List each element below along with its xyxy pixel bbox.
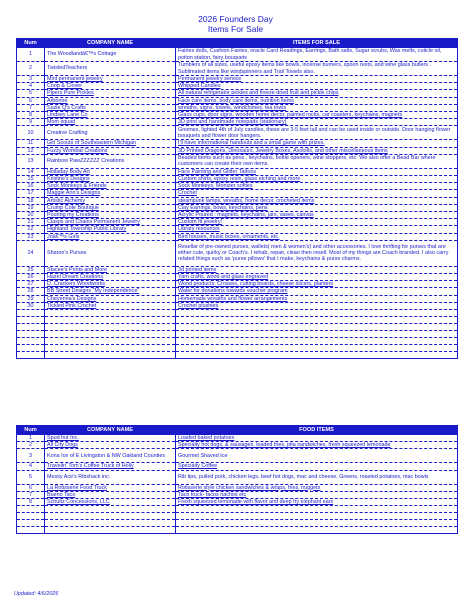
cell-company: Crump Cote Boutique xyxy=(45,204,176,211)
cell-company: Mom squad xyxy=(45,119,176,126)
cell-num: 1 xyxy=(17,435,45,442)
cell-num: 9 xyxy=(17,119,45,126)
cell-num: 18 xyxy=(17,197,45,204)
table-row xyxy=(17,226,458,233)
empty-cell xyxy=(176,352,458,359)
cell-num: 25 xyxy=(17,266,45,273)
cell-company: Holladay Body Art xyxy=(45,168,176,175)
cell-num: 5 xyxy=(17,90,45,97)
empty-row xyxy=(17,331,458,338)
cell-company: Schultz Concessions, LLC xyxy=(45,499,176,506)
header-company: COMPANY NAME xyxy=(45,426,176,435)
cell-items: Beaded items such as pens , keychains, bottle openers, wine stoppers, etc. We also offer a Bead Bar where customers can create their own items. xyxy=(176,154,458,168)
table-row xyxy=(17,233,458,240)
table-row xyxy=(17,190,458,197)
cell-items: Whipped Candles xyxy=(176,83,458,90)
cell-items: 3d printed items xyxy=(176,266,458,273)
cell-items: Specialty hot dogs, & sausages, loaded fries, pita sandwiches, fresh squeezed lemonade xyxy=(176,442,458,449)
cell-company: Pouring my Creations xyxy=(45,212,176,219)
cell-company: D. Crackers Woodworks xyxy=(45,281,176,288)
cell-num: 1 xyxy=(17,48,45,62)
page-title xyxy=(0,14,471,34)
cell-company: Coop & Clover xyxy=(45,83,176,90)
empty-cell xyxy=(17,527,45,534)
cell-num: 12 xyxy=(17,147,45,154)
cell-company: Bueno Taco xyxy=(45,491,176,498)
empty-cell xyxy=(45,331,176,338)
cell-items: Wood products: Crosses, cutting boards, cheese slicers, planters xyxy=(176,281,458,288)
empty-cell xyxy=(17,352,45,359)
cell-items: I'll have informational handouts and a small game with prizes. xyxy=(176,140,458,147)
table-row xyxy=(17,449,458,463)
food-header-row xyxy=(17,426,458,435)
table-row xyxy=(17,62,458,76)
empty-cell xyxy=(17,345,45,352)
cell-items: Taco truck- tacos nachos etc xyxy=(176,491,458,498)
cell-num: 23 xyxy=(17,233,45,240)
table-row xyxy=(17,168,458,175)
table-row xyxy=(17,154,458,168)
empty-cell xyxy=(17,317,45,324)
cell-company: Pipers Pure Pickles xyxy=(45,90,176,97)
table-row xyxy=(17,240,458,266)
table-row xyxy=(17,126,458,140)
cell-company: Arbonne xyxy=(45,97,176,104)
table-row xyxy=(17,219,458,226)
empty-cell xyxy=(17,310,45,317)
empty-cell xyxy=(45,513,176,520)
empty-row xyxy=(17,513,458,520)
cell-company: Artistic Alchemy xyxy=(45,197,176,204)
title-line-1: 2026 Founders Day xyxy=(198,14,273,24)
table-row xyxy=(17,435,458,442)
table-row xyxy=(17,104,458,111)
cell-num: 27 xyxy=(17,281,45,288)
table-row xyxy=(17,112,458,119)
empty-cell xyxy=(176,513,458,520)
empty-row xyxy=(17,506,458,513)
cell-items: Yarn crafts, wood and glass engraved xyxy=(176,274,458,281)
table-row xyxy=(17,76,458,83)
cell-company: Stacee's Prints and More xyxy=(45,266,176,273)
cell-items: Custom shirts, epoxy resin, glass etching and more xyxy=(176,176,458,183)
cell-num: 8 xyxy=(17,112,45,119)
cell-company: Joâ€™s Girls xyxy=(45,233,176,240)
cell-num: 10 xyxy=(17,126,45,140)
cell-items: Face care items, body care items, nutrition items xyxy=(176,97,458,104)
empty-row xyxy=(17,352,458,359)
table-row xyxy=(17,147,458,154)
updated-date: Updated: 4/6/2026 xyxy=(14,591,59,597)
cell-items: Loaded baked potatoes xyxy=(176,435,458,442)
empty-cell xyxy=(45,317,176,324)
table-row xyxy=(17,204,458,211)
table-row xyxy=(17,197,458,204)
table-row xyxy=(17,90,458,97)
cell-company: Cheyenna's Designs xyxy=(45,295,176,302)
empty-cell xyxy=(17,324,45,331)
empty-cell xyxy=(176,331,458,338)
cell-company: Travelin' Tom's Coffee Truck of Holly xyxy=(45,463,176,470)
title-line-2: Items For Sale xyxy=(207,24,264,34)
empty-cell xyxy=(176,310,458,317)
table-row xyxy=(17,302,458,309)
table-row xyxy=(17,499,458,506)
cell-company: Girl Scouts of Southeastern Michigan xyxy=(45,140,176,147)
empty-cell xyxy=(17,338,45,345)
empty-row xyxy=(17,324,458,331)
cell-company: BB Street Designs "My Independence" xyxy=(45,288,176,295)
table-row xyxy=(17,484,458,491)
empty-cell xyxy=(45,324,176,331)
header-company: COMPANY NAME xyxy=(45,39,176,48)
cell-num: 11 xyxy=(17,140,45,147)
cell-num: 16 xyxy=(17,183,45,190)
table-row xyxy=(17,97,458,104)
cell-items: Tumblers of all sizes, useful epoxy items like bowls, incense burners, spoon rests, and wine glass butlers . Sublimated items like windspinners and Trail Towels also. xyxy=(176,62,458,76)
cell-company: TwistedTeachers xyxy=(45,62,176,76)
header-food-items: FOOD ITEMS xyxy=(176,426,458,435)
cell-items: wreaths, signs, towels, windchimes, tea towls xyxy=(176,104,458,111)
cell-items: Face Painting and Glitter Tattoos xyxy=(176,168,458,175)
cell-items: Sock Monkeys, Monster softies xyxy=(176,183,458,190)
cell-num: 4 xyxy=(17,83,45,90)
empty-cell xyxy=(176,506,458,513)
cell-company: Sharon's Purses xyxy=(45,240,176,266)
empty-cell xyxy=(176,527,458,534)
table-row xyxy=(17,281,458,288)
cell-items: Fresh squeezed lemonade with flavor and deep fry elephant ears xyxy=(176,499,458,506)
table-row xyxy=(17,119,458,126)
cell-items: Resellar of pre-owned purses, wallets( men & women's) and other accessories. I love thrifting for purses that are either cute, quirky or Coach's. I rehab, repair, clean then resell. Most of my things are Coach branded. I also carry related things such as 'purse pillows' that I make, keychains & purse charms. xyxy=(176,240,458,266)
empty-cell xyxy=(45,310,176,317)
cell-company: Maggie Ann's Designs xyxy=(45,190,176,197)
cell-items: Crochet xyxy=(176,190,458,197)
table-row xyxy=(17,463,458,470)
cell-company: Messy Ace's Ribshack inc. xyxy=(45,470,176,484)
cell-items: Bird houses, music boxes, ornaments, etc. xyxy=(176,233,458,240)
empty-cell xyxy=(17,506,45,513)
cell-items: Fairies dolls, Cushion Fairies, oracle Card Readings, Earrings, Bath salts, Sugar scrubs, Wax melts, cuticle oil, potion station, fairy bouquets xyxy=(176,48,458,62)
cell-items: 3D Printed Dragons, Dinosaurs, Jewelry Boxes, Axolotls, and other miscellaneous items xyxy=(176,147,458,154)
empty-cell xyxy=(176,520,458,527)
cell-company: Fuzzy Wombat Creations xyxy=(45,147,176,154)
header-items: ITEMS FOR SALE xyxy=(176,39,458,48)
cell-items: Rotisserie style chicken sandwiches & wraps, fries, nuggets xyxy=(176,484,458,491)
cell-company: Spud hut Inc. xyxy=(45,435,176,442)
table-row xyxy=(17,183,458,190)
cell-items: Library resources xyxy=(176,226,458,233)
cell-items: Clay Earrings, bows, keychains, pens xyxy=(176,204,458,211)
cell-num: 7 xyxy=(17,104,45,111)
table-row xyxy=(17,266,458,273)
empty-row xyxy=(17,317,458,324)
empty-cell xyxy=(45,520,176,527)
cell-company: Mint permanent jewelry xyxy=(45,76,176,83)
cell-items: All natural refrigerator pickles and freeze dried fruit and pickle chips xyxy=(176,90,458,97)
cell-num: 14 xyxy=(17,168,45,175)
table-row xyxy=(17,491,458,498)
cell-num: 24 xyxy=(17,240,45,266)
cell-num: 6 xyxy=(17,97,45,104)
cell-num: 3 xyxy=(17,76,45,83)
cell-num: 20 xyxy=(17,212,45,219)
cell-num: 17 xyxy=(17,190,45,197)
cell-num: 15 xyxy=(17,176,45,183)
cell-company: Kristine's Designs xyxy=(45,176,176,183)
cell-items: Homemade wreaths and flower arrangements xyxy=(176,295,458,302)
empty-cell xyxy=(17,331,45,338)
cell-num: 2 xyxy=(17,62,45,76)
cell-items: Custom fit jewelry! xyxy=(176,219,458,226)
food-table xyxy=(16,425,458,534)
cell-company: Tickled Pink Crochet xyxy=(45,302,176,309)
table-row xyxy=(17,442,458,449)
table-row xyxy=(17,176,458,183)
empty-cell xyxy=(17,520,45,527)
empty-row xyxy=(17,310,458,317)
cell-items: Gourmet Shaved Ice xyxy=(176,449,458,463)
cell-items: steampunk lamps, wreaths, home decor, crocheted items xyxy=(176,197,458,204)
cell-company: Hazel Dream Creations xyxy=(45,274,176,281)
empty-cell xyxy=(176,345,458,352)
cell-items: Gnomes, lighted 4th of July candles, these are 3-5 feet tall and can be used inside or outside. Door hanging flower bouquets and flower door hangers. xyxy=(176,126,458,140)
cell-num: 7 xyxy=(17,491,45,498)
cell-num: 29 xyxy=(17,295,45,302)
header-num: Num xyxy=(17,426,45,435)
cell-company: Rainbow PawZZZZZZ Creations xyxy=(45,154,176,168)
cell-company: Suzie Q's Crafts xyxy=(45,104,176,111)
table-row xyxy=(17,274,458,281)
cell-num: 6 xyxy=(17,484,45,491)
cell-items: Crochet plushies xyxy=(176,302,458,309)
cell-items: Permanent jewelry service xyxy=(176,76,458,83)
empty-cell xyxy=(176,338,458,345)
table-row xyxy=(17,83,458,90)
empty-cell xyxy=(45,527,176,534)
empty-row xyxy=(17,345,458,352)
table-row xyxy=(17,140,458,147)
empty-cell xyxy=(45,338,176,345)
cell-company: All City Dogs xyxy=(45,442,176,449)
empty-cell xyxy=(176,324,458,331)
cell-num: 4 xyxy=(17,463,45,470)
cell-num: 8 xyxy=(17,499,45,506)
cell-items: Rib tips, pulled pork, chicken legs, beef hot dogs, mac and cheese, Greens, roasted potatoes, mac bowls xyxy=(176,470,458,484)
table-row xyxy=(17,48,458,62)
empty-cell xyxy=(45,352,176,359)
cell-items: Acrylic Poured : magnets, keychains, jars, vases, canvas xyxy=(176,212,458,219)
table-row xyxy=(17,212,458,219)
cell-num: 28 xyxy=(17,288,45,295)
empty-row xyxy=(17,338,458,345)
cell-num: 3 xyxy=(17,449,45,463)
cell-num: 19 xyxy=(17,204,45,211)
empty-cell xyxy=(17,513,45,520)
cell-num: 26 xyxy=(17,274,45,281)
cell-num: 13 xyxy=(17,154,45,168)
cell-company: Kona Ice of E Livingston & NW Oakland Counties xyxy=(45,449,176,463)
header-num: Num xyxy=(17,39,45,48)
vendor-header-row xyxy=(17,39,458,48)
empty-cell xyxy=(45,506,176,513)
table-row xyxy=(17,470,458,484)
cell-company: Creative Crafting xyxy=(45,126,176,140)
cell-num: 5 xyxy=(17,470,45,484)
cell-num: 21 xyxy=(17,219,45,226)
cell-num: 2 xyxy=(17,442,45,449)
table-row xyxy=(17,295,458,302)
cell-company: The Woodlandâ€™s Cottage xyxy=(45,48,176,62)
cell-num: 22 xyxy=(17,226,45,233)
cell-num: 30 xyxy=(17,302,45,309)
table-row xyxy=(17,288,458,295)
cell-items: Specialty Coffee xyxy=(176,463,458,470)
cell-company: Lindsey Lane Co xyxy=(45,112,176,119)
cell-items: 3D print and handmade notepads (stationary) xyxy=(176,119,458,126)
cell-company: Sock Monkeys & Friends xyxy=(45,183,176,190)
cell-items: Water for donations towards voucher program xyxy=(176,288,458,295)
empty-cell xyxy=(45,345,176,352)
cell-items: Glass cups, door signs, wooden home decor, painted rocks, car coasters, keychains, magnets xyxy=(176,112,458,119)
cell-company: Highland Township Public Library xyxy=(45,226,176,233)
empty-row xyxy=(17,520,458,527)
cell-company: La Rotisserie Food Truck xyxy=(45,484,176,491)
vendor-table xyxy=(16,38,458,359)
cell-company: Clasps and Chains Permanent Jewelry xyxy=(45,219,176,226)
empty-cell xyxy=(176,317,458,324)
empty-row xyxy=(17,527,458,534)
